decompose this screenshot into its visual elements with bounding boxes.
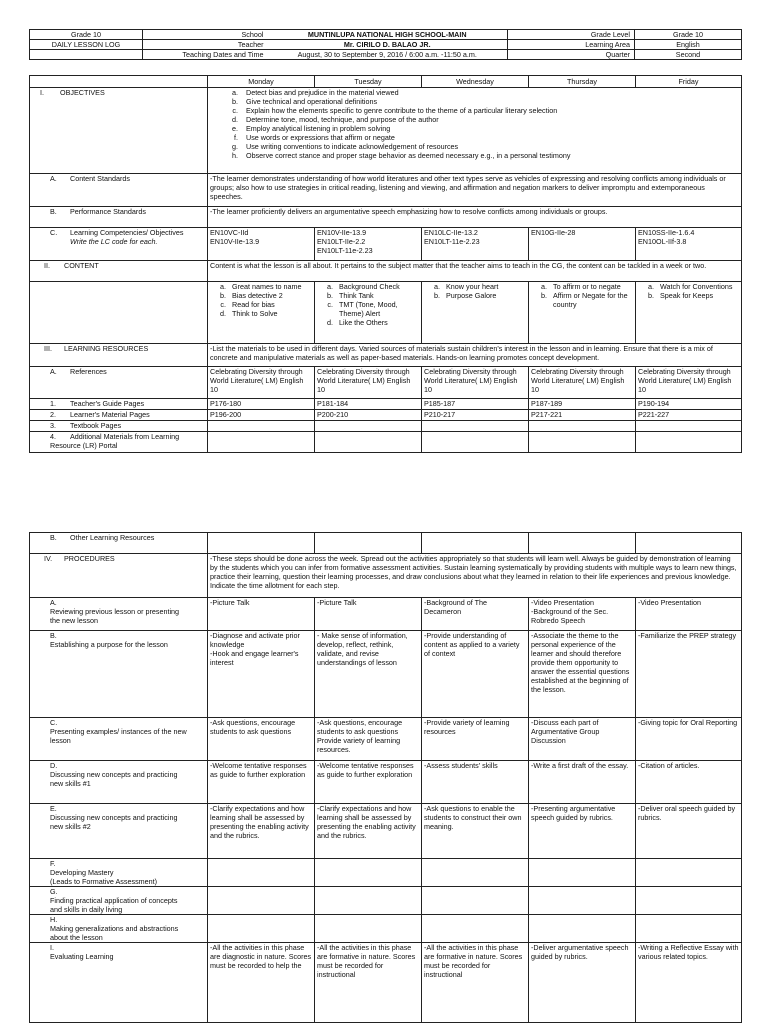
procedure-cell: -All the activities in this phase are formative in nature. Scores must be recorded for instructional [315,943,422,1023]
competency-cell: EN10SS-IIe-1.6.4 EN10OL-IIf-3.8 [636,228,742,261]
procedure-cell: -Background of The Decameron [422,598,529,631]
procedure-cell [529,887,636,915]
procedure-cell [529,859,636,887]
reference-cell: Celebrating Diversity through World Literature( LM) English 10 [529,367,636,399]
procedure-cell [422,887,529,915]
procedure-row [30,915,742,943]
objective-item: f. Use words or expressions that affirm or negate [240,133,739,142]
tg-pages: P176-180 [208,399,315,410]
objective-item: g. Use writing conventions to indicate acknowledgement of resources [240,142,739,151]
lm-pages: P196-200 [208,410,315,421]
reference-cell: Celebrating Diversity through World Literature( LM) English 10 [422,367,529,399]
procedure-cell: -Assess students' skills [422,761,529,804]
objectives-list [208,88,742,174]
procedure-row [30,859,742,887]
day-header: Monday [208,76,315,88]
additional-materials-label: 4. Additional Materials from Learning Resource (LR) Portal [30,432,208,453]
dates-label: Teaching Dates and Time [143,50,268,60]
teacher-value: Mr. CIRILO D. BALAO JR. [268,40,508,50]
procedure-cell: - Make sense of information, develop, reflect, rethink, validate, and revise understandings of lesson [315,631,422,718]
procedure-cell: -Citation of articles. [636,761,742,804]
procedure-cell: -All the activities in this phase are diagnostic in nature. Scores must be recorded to help the [208,943,315,1023]
procedure-label: F.Developing Mastery (Leads to Formative Assessment) [30,859,208,887]
procedures-label: IV. PROCEDURES [30,554,208,598]
day-header: Thursday [529,76,636,88]
procedure-cell: -Welcome tentative responses as guide to further exploration [315,761,422,804]
content-cell: a. Background Check b. Think Tank c. TMT (Tone, Mood, Theme) Alert d. Like the Others [315,282,422,344]
grade-title: Grade 10 [30,30,143,40]
procedure-cell [422,915,529,943]
competency-cell: EN10G-IIe-28 [529,228,636,261]
procedure-cell: -Picture Talk [315,598,422,631]
procedure-cell: -Deliver oral speech guided by rubrics. [636,804,742,859]
procedure-label: D.Discussing new concepts and practicing new skills #1 [30,761,208,804]
day-header: Wednesday [422,76,529,88]
content-standards-text: -The learner demonstrates understanding of how world literatures and other text types serve as vehicles of expressing and resolving conflicts among individuals or groups; also how to use strategies in critical reading, listening and viewing, and affirmation and negation markers to deliver impromptu and extemporaneous speeches. [208,174,742,207]
lm-pages: P210-217 [422,410,529,421]
content-text: Content is what the lesson is all about. It pertains to the subject matter that the teacher aims to teach in the CG, the content can be tackled in a week or two. [208,261,742,282]
grade-level-value: Grade 10 [635,30,742,40]
procedure-label: A.Reviewing previous lesson or presenting the new lesson [30,598,208,631]
procedure-cell [208,887,315,915]
procedure-label: C.Presenting examples/ instances of the new lesson [30,718,208,761]
competencies-label: C. Learning Competencies/ Objectives Write the LC code for each. [30,228,208,261]
log-subtitle: DAILY LESSON LOG [30,40,143,50]
procedure-cell [636,915,742,943]
objective-item: a. Detect bias and prejudice in the material viewed [240,88,739,97]
procedure-cell [636,859,742,887]
lm-pages: P200-210 [315,410,422,421]
teachers-guide-label: 1. Teacher's Guide Pages [30,399,208,410]
procedure-label: G.Finding practical application of concepts and skills in daily living [30,887,208,915]
procedure-cell: -Picture Talk [208,598,315,631]
procedure-cell: -Clarify expectations and how learning shall be assessed by presenting the enabling activity and the rubrics. [315,804,422,859]
learning-area-value: English [635,40,742,50]
procedure-label: B.Establishing a purpose for the lesson [30,631,208,718]
procedure-cell: -Ask questions, encourage students to ask questions [208,718,315,761]
objective-item: b. Give technical and operational definitions [240,97,739,106]
procedure-cell: -Provide understanding of content as applied to a variety of context [422,631,529,718]
procedure-cell: -Writing a Reflective Essay with various related topics. [636,943,742,1023]
reference-cell: Celebrating Diversity through World Literature( LM) English 10 [208,367,315,399]
procedure-label: E.Discussing new concepts and practicing new skills #2 [30,804,208,859]
procedure-cell: -Welcome tentative responses as guide to further exploration [208,761,315,804]
procedure-cell: -Associate the theme to the personal experience of the learner and should therefore provide them opportunity to answer the essential questions established at the beginning of the lesson. [529,631,636,718]
quarter-value: Second [635,50,742,60]
content-cell: a. Know your heart b. Purpose Galore [422,282,529,344]
procedure-cell: -Discuss each part of Argumentative Group Discussion [529,718,636,761]
procedure-row [30,943,742,1023]
objective-item: h. Observe correct stance and proper stage behavior as deemed necessary e.g., in a personal testimony [240,151,739,160]
procedure-cell [315,859,422,887]
procedure-cell [636,887,742,915]
tg-pages: P181-184 [315,399,422,410]
performance-standards-label: B. Performance Standards [30,207,208,228]
content-cell: a. To affirm or to negate b. Affirm or Negate for the country [529,282,636,344]
procedure-row [30,804,742,859]
dates-value: August, 30 to September 9, 2016 / 6:00 a.m. -11:50 a.m. [268,50,508,60]
procedure-cell [529,915,636,943]
procedure-cell: -Write a first draft of the essay. [529,761,636,804]
objectives-label: I. OBJECTIVES [30,88,208,174]
tg-pages: P190-194 [636,399,742,410]
procedure-cell: -Clarify expectations and how learning shall be assessed by presenting the enabling activity and the rubrics. [208,804,315,859]
procedure-label: I.Evaluating Learning [30,943,208,1023]
procedure-row [30,718,742,761]
content-cell: a. Great names to name b. Bias detective 2 c. Read for bias d. Think to Solve [208,282,315,344]
header-table [29,29,742,60]
procedure-row [30,598,742,631]
resources-label: III. LEARNING RESOURCES [30,344,208,367]
competency-cell: EN10VC-IId EN10V-IIe-13.9 [208,228,315,261]
quarter-label: Quarter [508,50,635,60]
procedure-cell: -All the activities in this phase are formative in nature. Scores must be recorded for instructional [422,943,529,1023]
learners-material-label: 2. Learner's Material Pages [30,410,208,421]
procedure-cell: -Ask questions to enable the students to construct their own meaning. [422,804,529,859]
teacher-label: Teacher [143,40,268,50]
references-label: A. References [30,367,208,399]
learning-area-label: Learning Area [508,40,635,50]
objective-item: c. Explain how the elements specific to genre contribute to the theme of a particular literary selection [240,106,739,115]
reference-cell: Celebrating Diversity through World Literature( LM) English 10 [315,367,422,399]
procedure-cell: -Provide variety of learning resources [422,718,529,761]
lm-pages: P217-221 [529,410,636,421]
procedure-cell: -Video Presentation -Background of the Sec. Robredo Speech [529,598,636,631]
procedure-cell: -Ask questions, encourage students to ask questions Provide variety of learning resources. [315,718,422,761]
content-standards-label: A. Content Standards [30,174,208,207]
lesson-table-page2 [29,532,742,1023]
day-header: Tuesday [315,76,422,88]
competency-cell: EN10LC-IIe-13.2 EN10LT-11e-2.23 [422,228,529,261]
tg-pages: P185-187 [422,399,529,410]
procedure-cell: -Familiarize the PREP strategy [636,631,742,718]
procedures-text: -These steps should be done across the week. Spread out the activities appropriately so that students will learn well. Always be guided by demonstration of learning by the students which you can infer from formative assessment activities. Sustain learning systematically by providing students with multiple ways to learn new things, practice their learning, question their learning processes, and draw conclusions about what they learned in relation to their life experiences and previous knowledge. Indicate the time allotment for each step. [208,554,742,598]
tg-pages: P187-189 [529,399,636,410]
procedure-row [30,761,742,804]
objective-item: e. Employ analytical listening in problem solving [240,124,739,133]
procedure-row [30,631,742,718]
procedure-label: H.Making generalizations and abstractions about the lesson [30,915,208,943]
procedure-cell [208,915,315,943]
reference-cell: Celebrating Diversity through World Literature( LM) English 10 [636,367,742,399]
content-label: II. CONTENT [30,261,208,282]
school-value: MUNTINLUPA NATIONAL HIGH SCHOOL-MAIN [268,30,508,40]
procedure-row [30,887,742,915]
objective-item: d. Determine tone, mood, technique, and purpose of the author [240,115,739,124]
lesson-table-page1 [29,75,742,453]
procedure-cell [315,915,422,943]
procedure-cell: -Presenting argumentative speech guided by rubrics. [529,804,636,859]
other-resources-label: B. Other Learning Resources [30,533,208,554]
resources-text: -List the materials to be used in different days. Varied sources of materials sustain children's interest in the lesson and in learning. Ensure that there is a mix of concrete and manipulative materials as well as paper-based materials. Hands-on learning promotes concept development. [208,344,742,367]
procedure-cell: -Deliver argumentative speech guided by rubrics. [529,943,636,1023]
procedure-cell: -Giving topic for Oral Reporting [636,718,742,761]
lm-pages: P221-227 [636,410,742,421]
procedure-cell [208,859,315,887]
grade-level-label: Grade Level [508,30,635,40]
performance-standards-text: -The learner proficiently delivers an argumentative speech emphasizing how to resolve conflicts among individuals or groups. [208,207,742,228]
textbook-pages-label: 3. Textbook Pages [30,421,208,432]
procedure-cell [315,887,422,915]
procedure-cell: -Video Presentation [636,598,742,631]
procedure-cell [422,859,529,887]
procedure-cell: -Diagnose and activate prior knowledge -Hook and engage learner's interest [208,631,315,718]
content-cell: a. Watch for Conventions b. Speak for Keeps [636,282,742,344]
competency-cell: EN10V-IIe-13.9 EN10LT-IIe-2.2 EN10LT-11e-2.23 [315,228,422,261]
day-header: Friday [636,76,742,88]
school-label: School [143,30,268,40]
